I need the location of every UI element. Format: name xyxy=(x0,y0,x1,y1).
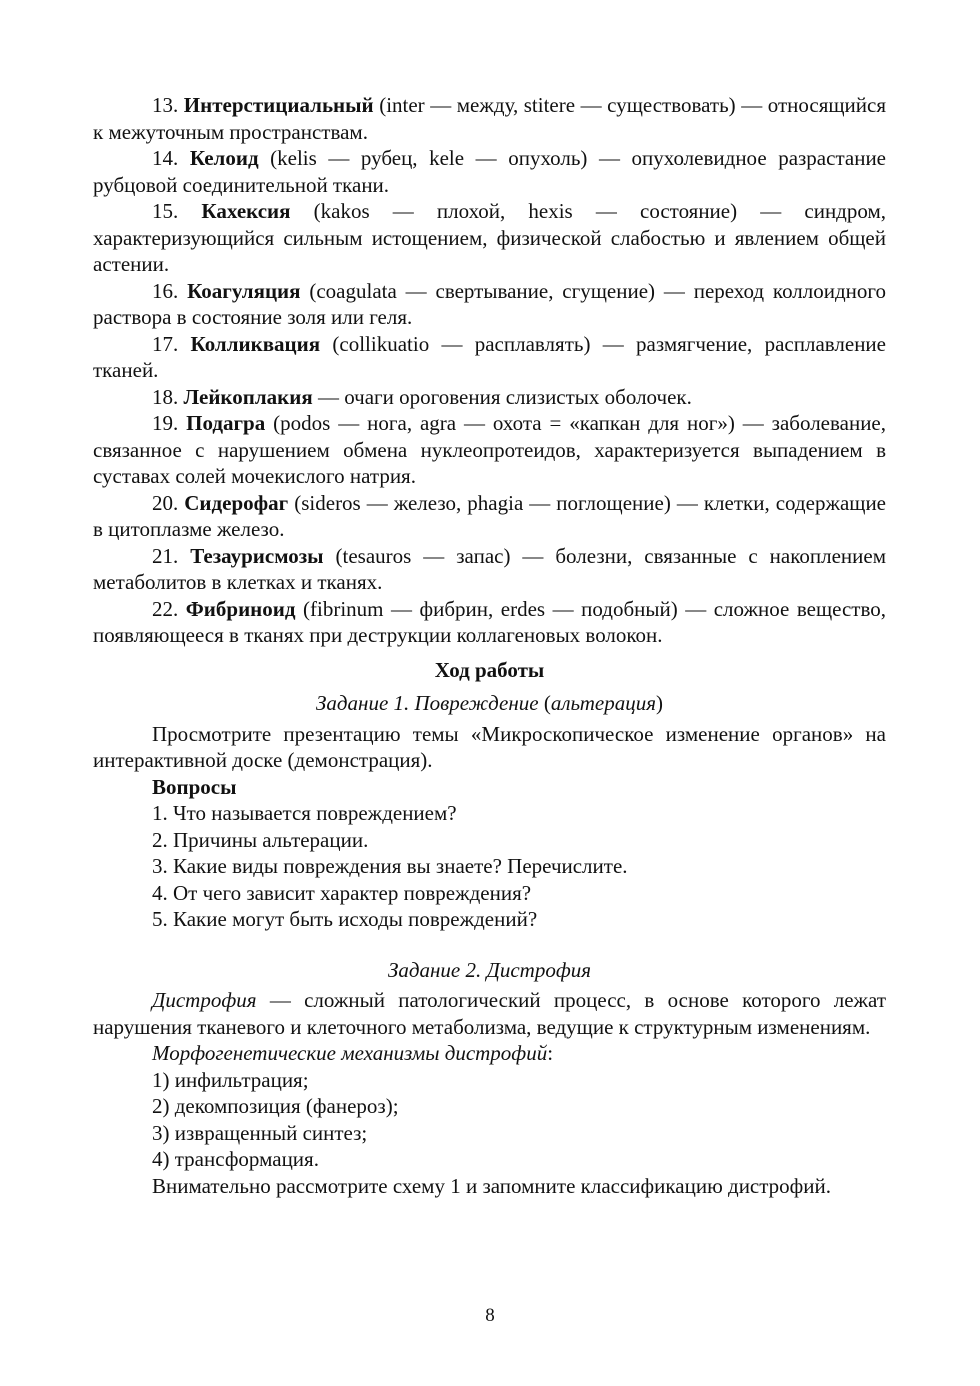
entry-term: Келоид xyxy=(189,146,259,170)
glossary-entry xyxy=(93,278,886,331)
entry-number: 18. xyxy=(152,384,179,409)
entry-number: 20. xyxy=(152,490,179,515)
question-item: 1. Что называется повреждением? xyxy=(152,801,457,825)
task-1-title-main: Задание 1. Повреждение xyxy=(316,691,544,715)
glossary-list xyxy=(93,92,886,649)
glossary-entry xyxy=(93,145,886,198)
closing-instruction: Внимательно рассмотрите схему 1 и запомните классификацию дистрофий. xyxy=(152,1173,832,1198)
mechanisms-colon: : xyxy=(547,1041,554,1065)
entry-definition: (tesauros — запас) — болезни, связанные с накоплением метаболитов в клетках и тканях. xyxy=(93,543,886,594)
mechanism-item: 2) декомпозиция (фанероз); xyxy=(152,1094,399,1118)
mechanism-item: 4) трансформация. xyxy=(152,1147,319,1171)
entry-term: Тезаурисмозы xyxy=(190,543,324,568)
entry-number: 21. xyxy=(152,543,179,568)
page-number: 8 xyxy=(485,1305,495,1326)
entry-number: 13. xyxy=(152,93,179,117)
task-1-intro: Просмотрите презентацию темы «Микроскопическое изменение органов» на интерактивной доске (демонстрация). xyxy=(93,721,886,772)
mechanism-item: 1) инфильтрация; xyxy=(152,1067,309,1092)
entry-term: Подагра xyxy=(186,411,266,435)
task-1 xyxy=(93,690,886,933)
entry-definition: (collikuatio — расплавлять) — размягчение, расплавление тканей. xyxy=(93,331,886,382)
mechanisms-label xyxy=(93,1040,886,1067)
entry-term: Коагуляция xyxy=(187,278,301,303)
entry-definition: (sideros — железо, phagia — поглощение) — клетки, содержащие в цитоплазме железо. xyxy=(93,490,886,541)
glossary-entry xyxy=(93,410,886,490)
entry-number: 19. xyxy=(152,411,179,435)
glossary-entry xyxy=(93,92,886,145)
task-1-paren-close: ) xyxy=(656,691,663,715)
question-item: 5. Какие могут быть исходы повреждений? xyxy=(152,907,538,931)
entry-number: 15. xyxy=(152,199,179,223)
definition-term: Дистрофия xyxy=(152,988,257,1012)
entry-definition: (podos — нога, agra — охота = «капкан для ног») — заболевание, связанное с нарушением обмена нуклеопротеидов, характеризуется выпадением в суставах солей мочекислого натрия. xyxy=(93,411,886,488)
entry-term: Интерстициальный xyxy=(183,93,374,117)
entry-definition: (fibrinum — фибрин, erdes — подобный) — сложное вещество, появляющееся в тканях при деструкции коллагеновых волокон. xyxy=(93,596,886,647)
page-content xyxy=(93,92,886,1199)
task-1-paren-open: ( xyxy=(543,691,551,715)
section-heading: Ход работы xyxy=(434,657,545,682)
glossary-entry xyxy=(93,198,886,278)
entry-term: Кахексия xyxy=(201,199,291,223)
question-item: 4. От чего зависит характер повреждения? xyxy=(152,880,532,905)
mechanism-item: 3) извращенный синтез; xyxy=(152,1120,368,1145)
glossary-entry xyxy=(93,596,886,649)
dystrophy-definition xyxy=(93,987,886,1040)
glossary-entry xyxy=(93,490,886,543)
entry-number: 16. xyxy=(152,278,179,303)
entry-number: 17. xyxy=(152,331,179,356)
entry-term: Лейкоплакия xyxy=(183,384,313,409)
task-1-paren-word: альтерация xyxy=(550,691,656,715)
entry-term: Колликвация xyxy=(190,331,321,356)
entry-definition: (coagulata — свертывание, сгущение) — переход коллоидного раствора в состояние золя или геля. xyxy=(93,278,886,329)
definition-text: — сложный патологический процесс, в основе которого лежат нарушения тканевого и клеточного метаболизма, ведущие к структурным изменениям. xyxy=(93,988,886,1039)
entry-number: 14. xyxy=(152,146,179,170)
entry-definition: (kakos — плохой, hexis — состояние) — синдром, характеризующийся сильным истощением, физической слабостью и явлением общей астении. xyxy=(93,199,887,276)
question-item: 2. Причины альтерации. xyxy=(152,827,369,852)
entry-term: Фибриноид xyxy=(185,596,296,621)
questions-label: Вопросы xyxy=(152,774,237,799)
glossary-entry xyxy=(93,384,886,411)
entry-number: 22. xyxy=(152,596,179,621)
task-1-title xyxy=(93,690,886,717)
glossary-entry xyxy=(93,543,886,596)
question-item: 3. Какие виды повреждения вы знаете? Перечислите. xyxy=(152,854,628,878)
entry-definition: (kelis — рубец, kele — опухоль) — опухолевидное разрастание рубцовой соединительной ткани. xyxy=(93,146,887,197)
mechanisms-label-text: Морфогенетические механизмы дистрофий xyxy=(152,1041,548,1065)
entry-definition: — очаги ороговения слизистых оболочек. xyxy=(312,384,692,409)
glossary-entry xyxy=(93,331,886,384)
entry-term: Сидерофаг xyxy=(184,490,289,515)
entry-definition: (inter — между, stitere — существовать) — относящийся к межуточным пространствам. xyxy=(93,93,887,144)
task-2-title: Задание 2. Дистрофия xyxy=(387,957,592,982)
task-2 xyxy=(93,957,886,1200)
